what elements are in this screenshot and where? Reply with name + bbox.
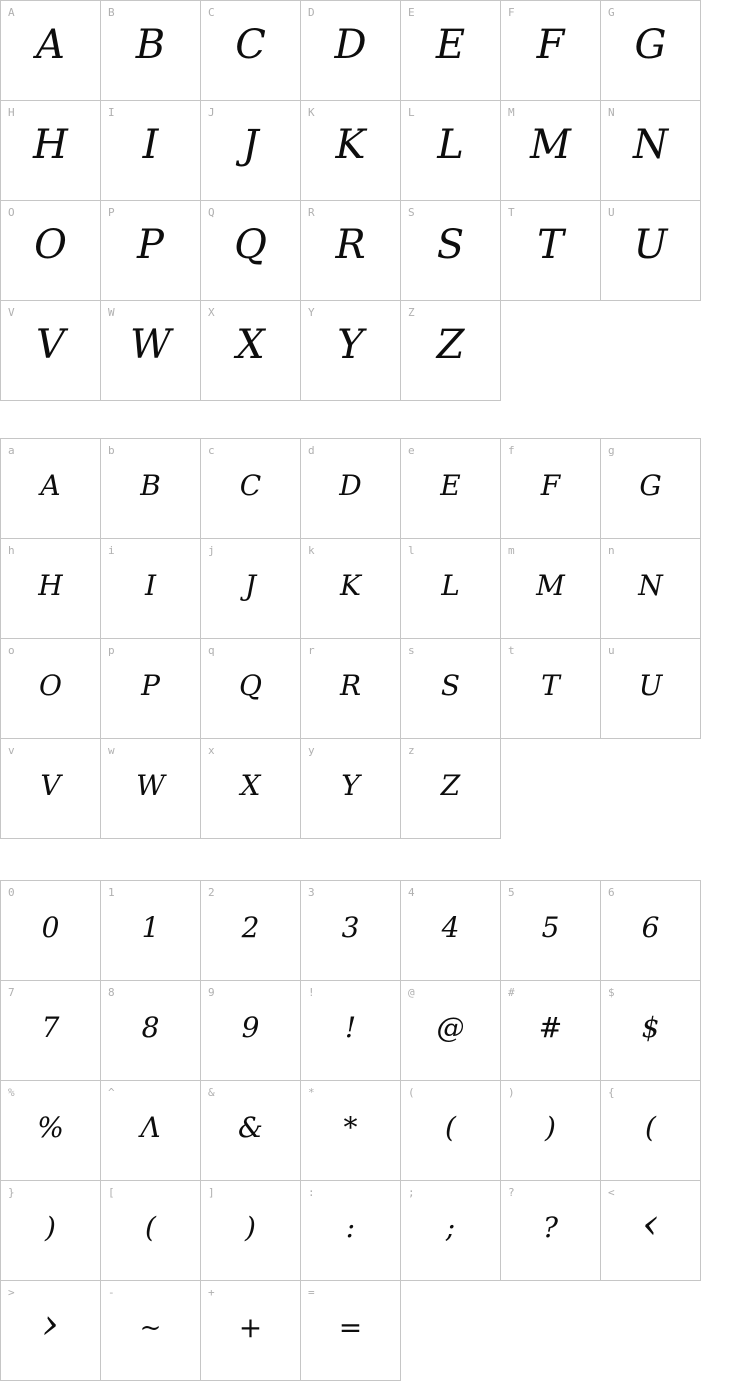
cell-font-glyph: N: [633, 121, 668, 168]
charmap-row: [1, 739, 701, 839]
cell-character-label: ;: [408, 1186, 415, 1199]
cell-font-glyph: R: [335, 221, 366, 268]
charmap-cell: [501, 101, 601, 201]
cell-character-label: $: [608, 986, 615, 999]
cell-character-label: [: [108, 1186, 115, 1199]
cell-font-glyph: J: [244, 569, 257, 602]
charmap-cell: [301, 639, 401, 739]
charmap-cell: [201, 881, 301, 981]
charmap-cell: [601, 1, 701, 101]
charmap-cell: [201, 981, 301, 1081]
cell-character-label: &: [208, 1086, 215, 1099]
cell-character-label: f: [508, 444, 515, 457]
charmap-cell: [1, 539, 101, 639]
charmap-cell: [301, 1, 401, 101]
charmap-cell: [101, 739, 201, 839]
cell-font-glyph: F: [536, 21, 565, 68]
charmap-cell: [401, 201, 501, 301]
charmap-cell: [201, 201, 301, 301]
charmap-cell: [201, 101, 301, 201]
cell-font-glyph: J: [242, 121, 259, 168]
cell-character-label: r: [308, 644, 315, 657]
cell-font-glyph: &: [238, 1111, 263, 1144]
charmap-cell: [1, 1, 101, 101]
charmap-cell: [1, 1181, 101, 1281]
cell-character-label: O: [8, 206, 15, 219]
cell-character-label: L: [408, 106, 415, 119]
cell-character-label: m: [508, 544, 515, 557]
charmap-cell: [501, 881, 601, 981]
cell-font-glyph: W: [136, 769, 165, 802]
cell-character-label: 3: [308, 886, 315, 899]
charmap-cell: [601, 101, 701, 201]
cell-character-label: x: [208, 744, 215, 757]
cell-character-label: ^: [108, 1086, 115, 1099]
cell-character-label: }: [8, 1186, 15, 1199]
cell-font-glyph: 4: [441, 911, 460, 944]
charmap-cell: [101, 881, 201, 981]
charmap-row: [1, 881, 701, 981]
cell-character-label: u: [608, 644, 615, 657]
cell-character-label: g: [608, 444, 615, 457]
charmap-cell: [201, 1081, 301, 1181]
cell-character-label: @: [408, 986, 415, 999]
charmap-cell: [401, 639, 501, 739]
cell-font-glyph: A: [36, 21, 65, 68]
cell-font-glyph: Q: [239, 669, 262, 702]
charmap-cell: [401, 881, 501, 981]
cell-font-glyph: V: [40, 769, 61, 802]
charmap-cell: [101, 1, 201, 101]
cell-character-label: C: [208, 6, 215, 19]
cell-character-label: A: [8, 6, 15, 19]
cell-character-label: z: [408, 744, 415, 757]
cell-font-glyph: *: [343, 1111, 358, 1144]
cell-font-glyph: E: [435, 21, 466, 68]
cell-font-glyph: ›: [42, 1299, 59, 1348]
charmap-cell: [201, 1181, 301, 1281]
charmap-cell: [401, 539, 501, 639]
cell-font-glyph: =: [338, 1311, 363, 1344]
charmap-cell: [1, 1081, 101, 1181]
cell-character-label: p: [108, 644, 115, 657]
charmap-cell: [601, 981, 701, 1081]
charmap-cell: [301, 1181, 401, 1281]
charmap-cell: [501, 539, 601, 639]
cell-character-label: h: [8, 544, 15, 557]
cell-font-glyph: M: [530, 121, 571, 168]
cell-character-label: q: [208, 644, 215, 657]
cell-character-label: J: [208, 106, 215, 119]
charmap-cell: [301, 981, 401, 1081]
charmap-numbers-symbols: [0, 880, 701, 1381]
charmap-cell: [601, 439, 701, 539]
cell-character-label: D: [308, 6, 315, 19]
cell-font-glyph: H: [33, 121, 68, 168]
charmap-cell: [501, 639, 601, 739]
cell-font-glyph: M: [536, 569, 565, 602]
charmap-cell: [401, 1081, 501, 1181]
cell-font-glyph: B: [135, 21, 166, 68]
cell-character-label: I: [108, 106, 115, 119]
cell-font-glyph: F: [540, 469, 561, 502]
cell-font-glyph: 7: [41, 1011, 60, 1044]
cell-font-glyph: D: [339, 469, 362, 502]
charmap-cell: [101, 101, 201, 201]
cell-font-glyph: S: [436, 221, 465, 268]
charmap-cell: [1, 301, 101, 401]
cell-character-label: W: [108, 306, 115, 319]
cell-character-label: l: [408, 544, 415, 557]
charmap-cell: [101, 1181, 201, 1281]
cell-character-label: *: [308, 1086, 315, 1099]
cell-character-label: 1: [108, 886, 115, 899]
cell-font-glyph: 1: [141, 911, 160, 944]
cell-font-glyph: !: [344, 1011, 357, 1044]
charmap-cell: [301, 439, 401, 539]
cell-character-label: y: [308, 744, 315, 757]
cell-font-glyph: O: [34, 221, 67, 268]
cell-font-glyph: Y: [341, 769, 360, 802]
cell-character-label: F: [508, 6, 515, 19]
cell-font-glyph: Y: [337, 321, 364, 368]
charmap-row: [1, 981, 701, 1081]
cell-font-glyph: X: [236, 321, 265, 368]
cell-character-label: #: [508, 986, 515, 999]
cell-font-glyph: Z: [440, 769, 461, 802]
cell-font-glyph: 2: [241, 911, 260, 944]
charmap-cell: [1, 881, 101, 981]
charmap-cell: [101, 201, 201, 301]
cell-font-glyph: R: [339, 669, 362, 702]
cell-character-label: w: [108, 744, 115, 757]
cell-character-label: K: [308, 106, 315, 119]
cell-font-glyph: U: [633, 221, 668, 268]
cell-font-glyph: (: [445, 1111, 456, 1144]
cell-font-glyph: V: [36, 321, 65, 368]
charmap-cell: [301, 201, 401, 301]
charmap-cell: [201, 1281, 301, 1381]
cell-character-label: Y: [308, 306, 315, 319]
cell-font-glyph: 3: [341, 911, 360, 944]
cell-character-label: 4: [408, 886, 415, 899]
cell-character-label: +: [208, 1286, 215, 1299]
cell-character-label: e: [408, 444, 415, 457]
cell-font-glyph: G: [634, 21, 667, 68]
cell-font-glyph: ?: [542, 1211, 558, 1244]
cell-font-glyph: L: [437, 121, 464, 168]
cell-character-label: Z: [408, 306, 415, 319]
cell-font-glyph: ~: [139, 1312, 162, 1343]
charmap-cell: [601, 1181, 701, 1281]
charmap-row: [1, 1, 701, 101]
cell-character-label: >: [8, 1286, 15, 1299]
charmap-cell: [401, 1, 501, 101]
charmap-cell: [1, 981, 101, 1081]
charmap-cell: [1, 739, 101, 839]
charmap-cell: [201, 301, 301, 401]
charmap-cell: [501, 1, 601, 101]
cell-character-label: =: [308, 1286, 315, 1299]
cell-character-label: ): [508, 1086, 515, 1099]
cell-character-label: c: [208, 444, 215, 457]
cell-font-glyph: C: [239, 469, 262, 502]
charmap-cell: [101, 301, 201, 401]
cell-character-label: M: [508, 106, 515, 119]
charmap-cell: [1, 439, 101, 539]
cell-font-glyph: K: [340, 569, 361, 602]
cell-character-label: ]: [208, 1186, 215, 1199]
charmap-cell: [101, 1081, 201, 1181]
cell-font-glyph: :: [345, 1211, 356, 1244]
charmap-cell: [101, 439, 201, 539]
cell-font-glyph: I: [142, 121, 159, 168]
charmap-cell: [201, 639, 301, 739]
cell-character-label: -: [108, 1286, 115, 1299]
cell-character-label: b: [108, 444, 115, 457]
charmap-cell: [201, 1, 301, 101]
cell-font-glyph: A: [40, 469, 61, 502]
cell-font-glyph: B: [140, 469, 161, 502]
cell-font-glyph: ): [45, 1211, 56, 1244]
cell-character-label: 2: [208, 886, 215, 899]
charmap-cell: [601, 639, 701, 739]
charmap-row: [1, 101, 701, 201]
cell-character-label: (: [408, 1086, 415, 1099]
charmap-row: [1, 1081, 701, 1181]
cell-font-glyph: Λ: [140, 1111, 161, 1144]
cell-character-label: U: [608, 206, 615, 219]
cell-font-glyph: P: [137, 221, 164, 268]
charmap-cell: [401, 739, 501, 839]
cell-character-label: n: [608, 544, 615, 557]
charmap-cell: [101, 639, 201, 739]
cell-font-glyph: U: [638, 669, 663, 702]
cell-font-glyph: W: [129, 321, 172, 368]
cell-character-label: o: [8, 644, 15, 657]
charmap-cell: [501, 201, 601, 301]
cell-character-label: k: [308, 544, 315, 557]
charmap-row: [1, 301, 701, 401]
charmap-cell: [401, 301, 501, 401]
charmap-cell: [401, 439, 501, 539]
cell-font-glyph: X: [240, 769, 261, 802]
cell-font-glyph: 8: [141, 1011, 160, 1044]
charmap-cell: [201, 739, 301, 839]
cell-font-glyph: #: [538, 1011, 563, 1044]
charmap-cell: [501, 439, 601, 539]
cell-character-label: i: [108, 544, 115, 557]
cell-character-label: j: [208, 544, 215, 557]
cell-character-label: B: [108, 6, 115, 19]
charmap-cell: [301, 301, 401, 401]
charmap-cell: [401, 981, 501, 1081]
cell-font-glyph: G: [639, 469, 662, 502]
cell-font-glyph: (: [645, 1111, 656, 1144]
charmap-cell: [1, 201, 101, 301]
cell-character-label: X: [208, 306, 215, 319]
charmap-cell: [301, 881, 401, 981]
charmap-uppercase: [0, 0, 701, 401]
cell-font-glyph: Q: [234, 221, 267, 268]
charmap-row: [1, 201, 701, 301]
cell-character-label: R: [308, 206, 315, 219]
charmap-row: [1, 439, 701, 539]
charmap-cell: [301, 101, 401, 201]
cell-character-label: <: [608, 1186, 615, 1199]
cell-font-glyph: ): [545, 1111, 556, 1144]
cell-font-glyph: ;: [445, 1211, 456, 1244]
cell-font-glyph: S: [440, 669, 461, 702]
cell-font-glyph: 5: [541, 911, 560, 944]
cell-character-label: 8: [108, 986, 115, 999]
cell-character-label: 6: [608, 886, 615, 899]
cell-character-label: 0: [8, 886, 15, 899]
cell-font-glyph: N: [638, 569, 663, 602]
charmap-cell: [501, 981, 601, 1081]
charmap-cell: [201, 439, 301, 539]
cell-character-label: s: [408, 644, 415, 657]
cell-font-glyph: L: [441, 569, 460, 602]
cell-character-label: 7: [8, 986, 15, 999]
cell-font-glyph: C: [235, 21, 266, 68]
charmap-cell: [301, 1081, 401, 1181]
charmap-cell: [101, 539, 201, 639]
cell-character-label: E: [408, 6, 415, 19]
charmap-row: [1, 1281, 701, 1381]
cell-font-glyph: T: [541, 669, 560, 702]
cell-font-glyph: 6: [641, 911, 660, 944]
cell-font-glyph: $: [641, 1011, 660, 1044]
cell-character-label: d: [308, 444, 315, 457]
cell-font-glyph: D: [334, 21, 367, 68]
cell-font-glyph: 9: [241, 1011, 260, 1044]
cell-character-label: G: [608, 6, 615, 19]
cell-font-glyph: @: [436, 1011, 465, 1044]
cell-font-glyph: T: [537, 221, 564, 268]
cell-font-glyph: Z: [436, 321, 465, 368]
cell-character-label: 5: [508, 886, 515, 899]
cell-character-label: N: [608, 106, 615, 119]
charmap-cell: [1, 1281, 101, 1381]
charmap-cell: [201, 539, 301, 639]
charmap-row: [1, 639, 701, 739]
cell-font-glyph: ): [245, 1211, 256, 1244]
cell-character-label: t: [508, 644, 515, 657]
cell-font-glyph: ‹: [642, 1199, 659, 1248]
cell-character-label: P: [108, 206, 115, 219]
cell-character-label: ?: [508, 1186, 515, 1199]
charmap-cell: [601, 201, 701, 301]
charmap-lowercase: [0, 438, 701, 839]
cell-character-label: 9: [208, 986, 215, 999]
charmap-cell: [1, 101, 101, 201]
cell-font-glyph: (: [145, 1211, 156, 1244]
cell-font-glyph: P: [141, 669, 160, 702]
charmap-row: [1, 539, 701, 639]
cell-character-label: a: [8, 444, 15, 457]
cell-font-glyph: %: [37, 1111, 64, 1144]
charmap-cell: [301, 1281, 401, 1381]
cell-character-label: !: [308, 986, 315, 999]
charmap-cell: [101, 981, 201, 1081]
cell-font-glyph: I: [144, 569, 157, 602]
charmap-cell: [301, 539, 401, 639]
cell-character-label: Q: [208, 206, 215, 219]
cell-font-glyph: +: [238, 1311, 263, 1344]
cell-character-label: H: [8, 106, 15, 119]
cell-character-label: T: [508, 206, 515, 219]
charmap-cell: [1, 639, 101, 739]
charmap-cell: [601, 1081, 701, 1181]
charmap-cell: [501, 1081, 601, 1181]
cell-character-label: %: [8, 1086, 15, 1099]
charmap-cell: [401, 1181, 501, 1281]
charmap-cell: [601, 539, 701, 639]
cell-character-label: V: [8, 306, 15, 319]
cell-character-label: {: [608, 1086, 615, 1099]
charmap-cell: [601, 881, 701, 981]
charmap-cell: [301, 739, 401, 839]
cell-character-label: v: [8, 744, 15, 757]
cell-font-glyph: E: [440, 469, 461, 502]
cell-character-label: S: [408, 206, 415, 219]
cell-font-glyph: O: [39, 669, 62, 702]
charmap-cell: [501, 1181, 601, 1281]
cell-font-glyph: K: [335, 121, 366, 168]
cell-character-label: :: [308, 1186, 315, 1199]
cell-font-glyph: 0: [41, 911, 60, 944]
charmap-cell: [101, 1281, 201, 1381]
charmap-row: [1, 1181, 701, 1281]
charmap-cell: [401, 101, 501, 201]
cell-font-glyph: H: [38, 569, 63, 602]
